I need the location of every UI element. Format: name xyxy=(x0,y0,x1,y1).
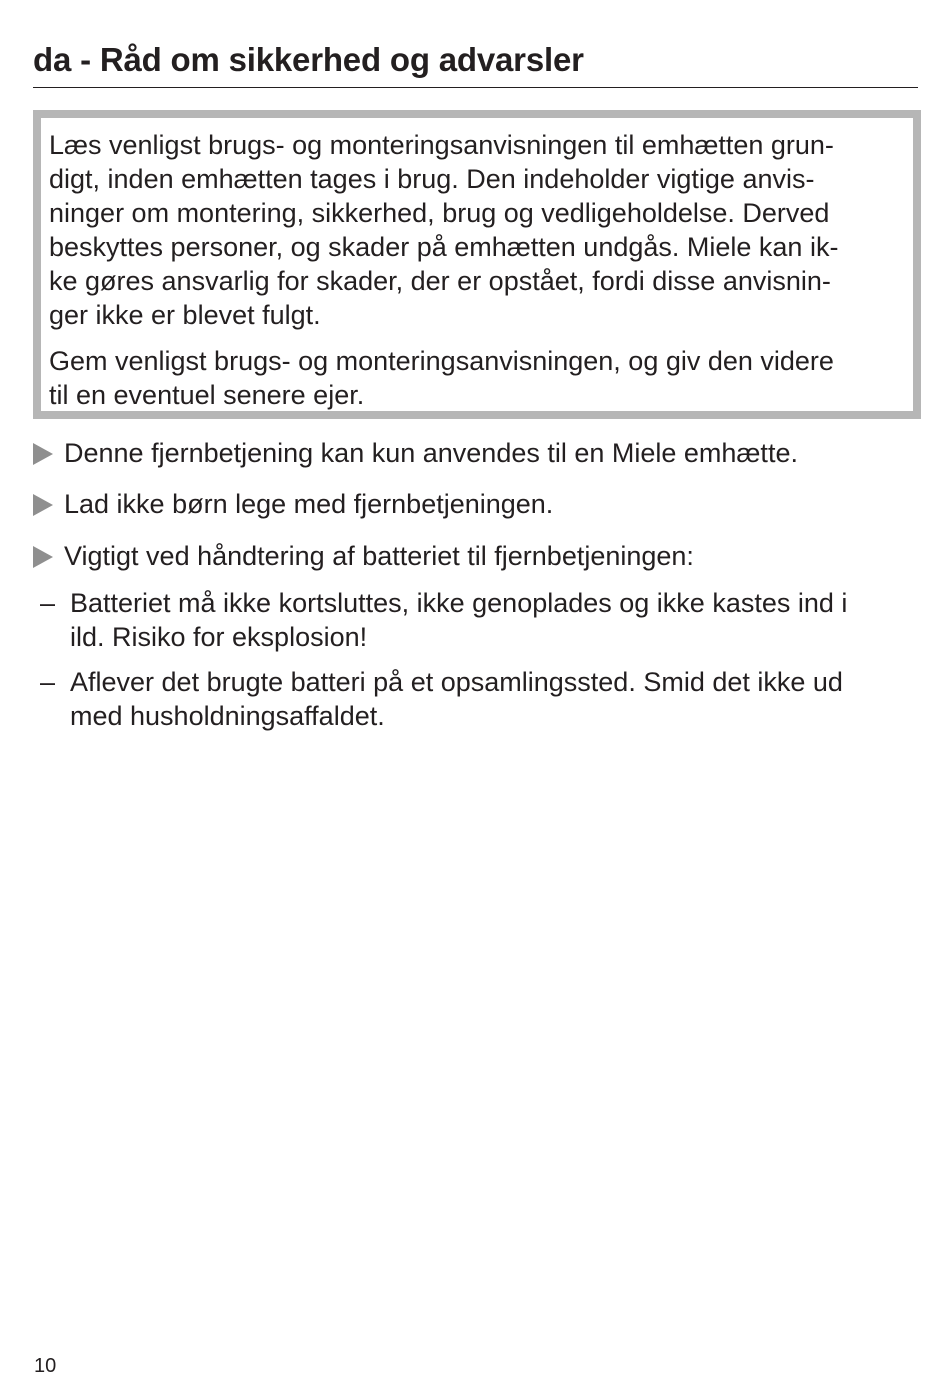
subitem-text xyxy=(70,586,920,654)
notice-line: Gem venligst brugs- og monteringsanvisningen, og giv den videre xyxy=(49,346,834,376)
notice-paragraph xyxy=(49,128,901,332)
page-number: 10 xyxy=(34,1355,57,1377)
dash-bullet: – xyxy=(40,588,56,618)
triangle-bullet-icon xyxy=(33,546,53,568)
subitem-text xyxy=(70,665,920,733)
important-notice-box xyxy=(33,110,921,419)
dash-bullet: – xyxy=(40,667,56,697)
subitem-line: med husholdningsaffaldet. xyxy=(70,701,385,731)
notice-line: Læs venligst brugs- og monteringsanvisningen til emhætten grun- xyxy=(49,130,834,160)
notice-line: ger ikke er blevet fulgt. xyxy=(49,300,321,330)
triangle-bullet-icon xyxy=(33,494,53,516)
warning-text: Vigtigt ved håndtering af batteriet til fjernbetjeningen: xyxy=(64,541,694,571)
subitem-line: Aflever det brugte batteri på et opsamlingssted. Smid det ikke ud xyxy=(70,667,843,697)
title-divider xyxy=(33,87,918,88)
page-title: da - Råd om sikkerhed og advarsler xyxy=(33,41,584,78)
warning-text: Denne fjernbetjening kan kun anvendes til en Miele emhætte. xyxy=(64,438,798,468)
notice-line: beskyttes personer, og skader på emhætten undgås. Miele kan ik- xyxy=(49,232,839,262)
notice-line: til en eventuel senere ejer. xyxy=(49,380,365,410)
notice-line: ke gøres ansvarlig for skader, der er opstået, fordi disse anvisnin- xyxy=(49,266,831,296)
notice-line: ninger om montering, sikkerhed, brug og vedligeholdelse. Derved xyxy=(49,198,830,228)
warning-text: Lad ikke børn lege med fjernbetjeningen. xyxy=(64,489,554,519)
notice-paragraph xyxy=(49,344,901,412)
notice-line: digt, inden emhætten tages i brug. Den indeholder vigtige anvis- xyxy=(49,164,815,194)
subitem-line: Batteriet må ikke kortsluttes, ikke genoplades og ikke kastes ind i xyxy=(70,588,848,618)
subitem-line: ild. Risiko for eksplosion! xyxy=(70,622,368,652)
triangle-bullet-icon xyxy=(33,443,53,465)
